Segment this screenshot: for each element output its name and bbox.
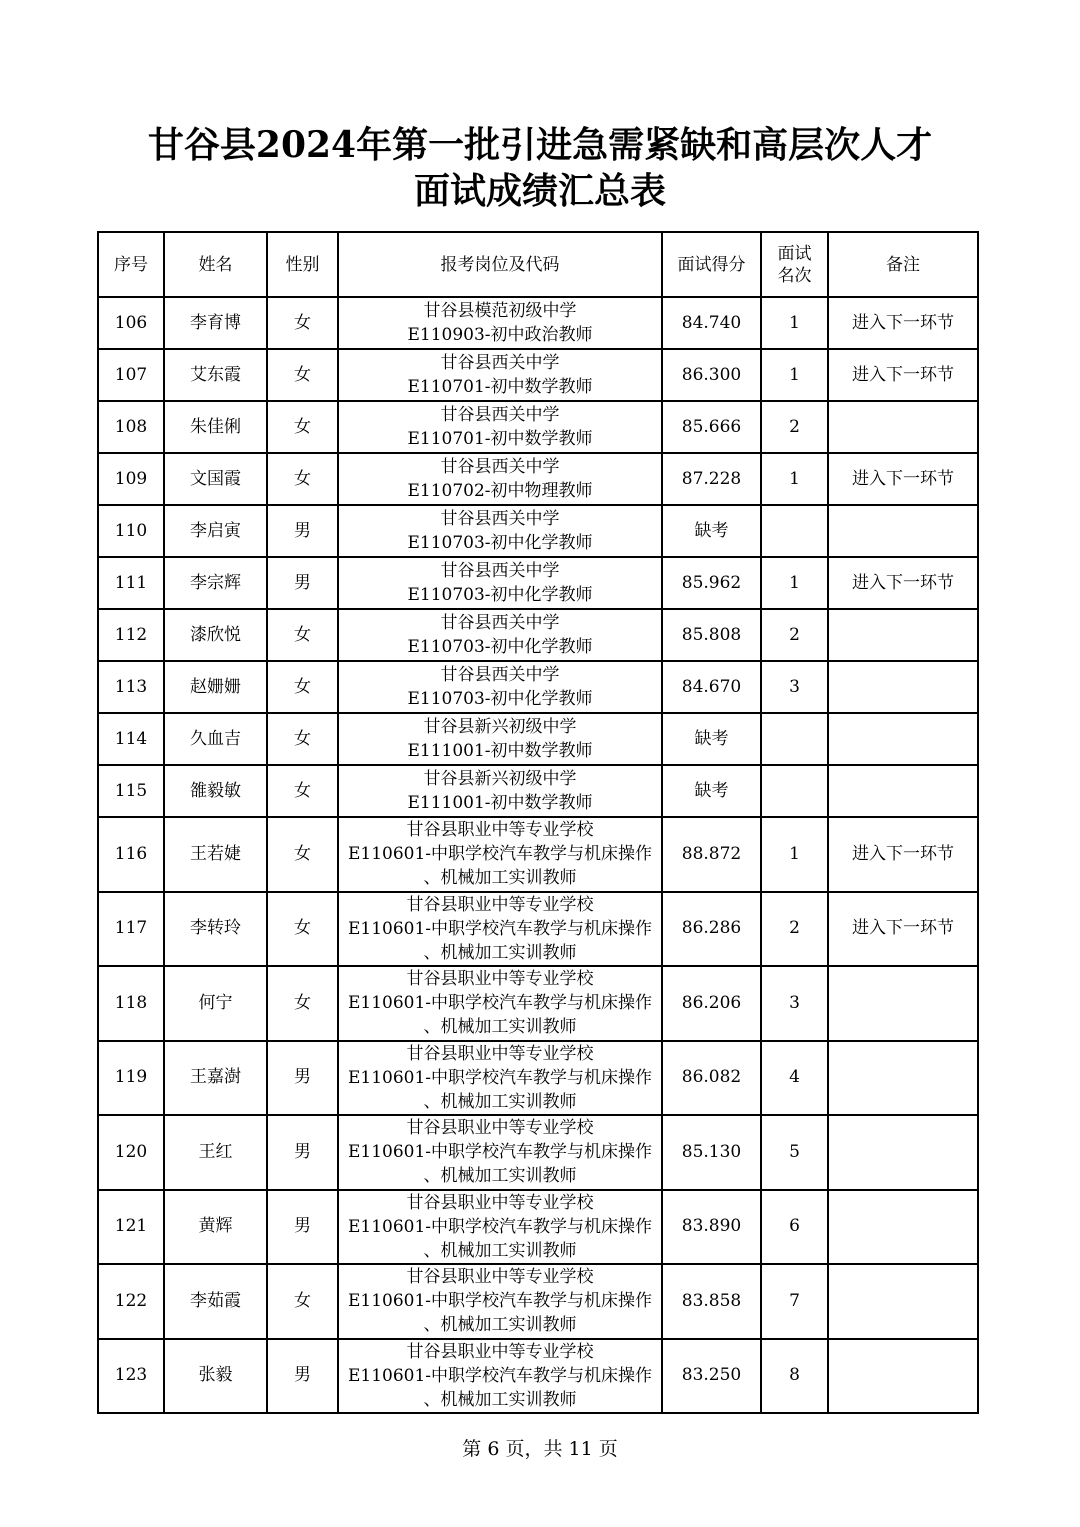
position-line-1: 甘谷县西关中学 bbox=[440, 561, 560, 581]
cell-position bbox=[338, 817, 662, 892]
cell-gender: 女 bbox=[267, 892, 338, 967]
table-row bbox=[98, 349, 978, 401]
cell-name: 李宗辉 bbox=[164, 557, 267, 609]
table-row bbox=[98, 1264, 978, 1339]
header-gender: 性别 bbox=[267, 232, 338, 297]
cell-rank: 7 bbox=[761, 1264, 828, 1339]
cell-score: 86.082 bbox=[662, 1041, 761, 1116]
table-row bbox=[98, 817, 978, 892]
position-line-2: E110703-初中化学教师 bbox=[407, 533, 593, 553]
cell-score: 86.206 bbox=[662, 966, 761, 1041]
cell-remark: 进入下一环节 bbox=[828, 892, 978, 967]
cell-name: 李茹霞 bbox=[164, 1264, 267, 1339]
position-line-3: 、机械加工实训教师 bbox=[423, 1091, 577, 1112]
cell-rank: 1 bbox=[761, 453, 828, 505]
cell-name: 王嘉澍 bbox=[164, 1041, 267, 1116]
position-line-1: 甘谷县职业中等专业学校 bbox=[406, 1118, 594, 1139]
cell-score: 87.228 bbox=[662, 453, 761, 505]
score-table bbox=[97, 231, 979, 1414]
position-line-1: 甘谷县职业中等专业学校 bbox=[406, 1267, 594, 1288]
cell-rank: 5 bbox=[761, 1115, 828, 1190]
cell-position bbox=[338, 713, 662, 765]
header-score: 面试得分 bbox=[662, 232, 761, 297]
cell-position bbox=[338, 349, 662, 401]
cell-gender: 女 bbox=[267, 453, 338, 505]
cell-remark bbox=[828, 1264, 978, 1339]
cell-position bbox=[338, 401, 662, 453]
position-line-1: 甘谷县职业中等专业学校 bbox=[406, 820, 594, 841]
cell-seq: 112 bbox=[98, 609, 164, 661]
position-line-2: E110703-初中化学教师 bbox=[407, 585, 593, 605]
cell-score: 84.670 bbox=[662, 661, 761, 713]
cell-remark bbox=[828, 505, 978, 557]
cell-seq: 115 bbox=[98, 765, 164, 817]
cell-gender: 女 bbox=[267, 966, 338, 1041]
cell-seq: 123 bbox=[98, 1339, 164, 1414]
table-row bbox=[98, 892, 978, 967]
table-body bbox=[98, 297, 978, 1413]
cell-name: 黄辉 bbox=[164, 1190, 267, 1265]
position-line-1: 甘谷县新兴初级中学 bbox=[423, 717, 577, 737]
table-row bbox=[98, 297, 978, 349]
cell-rank: 2 bbox=[761, 609, 828, 661]
page-footer: 第 6 页，共 11 页 bbox=[462, 1438, 618, 1460]
cell-position bbox=[338, 557, 662, 609]
table-row bbox=[98, 1041, 978, 1116]
position-line-3: 、机械加工实训教师 bbox=[423, 1166, 577, 1187]
cell-gender: 男 bbox=[267, 1115, 338, 1190]
cell-name: 李育博 bbox=[164, 297, 267, 349]
cell-remark bbox=[828, 1190, 978, 1265]
cell-gender: 女 bbox=[267, 401, 338, 453]
cell-name: 王红 bbox=[164, 1115, 267, 1190]
cell-name: 王若婕 bbox=[164, 817, 267, 892]
cell-rank: 6 bbox=[761, 1190, 828, 1265]
position-line-2: E110601-中职学校汽车教学与机床操作 bbox=[347, 1365, 653, 1386]
cell-position bbox=[338, 1041, 662, 1116]
table-row bbox=[98, 1190, 978, 1265]
header-name: 姓名 bbox=[164, 232, 267, 297]
cell-rank: 8 bbox=[761, 1339, 828, 1414]
cell-remark: 进入下一环节 bbox=[828, 817, 978, 892]
cell-score: 86.300 bbox=[662, 349, 761, 401]
cell-score: 缺考 bbox=[662, 505, 761, 557]
cell-seq: 116 bbox=[98, 817, 164, 892]
cell-gender: 女 bbox=[267, 661, 338, 713]
table-row bbox=[98, 557, 978, 609]
position-line-1: 甘谷县职业中等专业学校 bbox=[406, 1192, 594, 1213]
cell-position bbox=[338, 505, 662, 557]
header-remark: 备注 bbox=[828, 232, 978, 297]
cell-score: 84.740 bbox=[662, 297, 761, 349]
cell-name: 李转玲 bbox=[164, 892, 267, 967]
cell-score: 85.666 bbox=[662, 401, 761, 453]
position-line-1: 甘谷县模范初级中学 bbox=[423, 301, 577, 321]
cell-score: 83.858 bbox=[662, 1264, 761, 1339]
cell-rank: 1 bbox=[761, 557, 828, 609]
header-rank-line-1: 面试 bbox=[777, 243, 812, 264]
cell-seq: 106 bbox=[98, 297, 164, 349]
table-row bbox=[98, 1115, 978, 1190]
table-header-row bbox=[98, 232, 978, 297]
cell-gender: 女 bbox=[267, 349, 338, 401]
position-line-2: E111001-初中数学教师 bbox=[407, 793, 593, 813]
cell-remark bbox=[828, 966, 978, 1041]
position-line-1: 甘谷县西关中学 bbox=[440, 457, 560, 477]
cell-remark: 进入下一环节 bbox=[828, 297, 978, 349]
table-row bbox=[98, 1339, 978, 1414]
cell-name: 何宁 bbox=[164, 966, 267, 1041]
cell-position bbox=[338, 1264, 662, 1339]
cell-score: 86.286 bbox=[662, 892, 761, 967]
position-line-3: 、机械加工实训教师 bbox=[423, 1315, 577, 1336]
cell-score: 85.808 bbox=[662, 609, 761, 661]
table-row bbox=[98, 713, 978, 765]
cell-name: 李启寅 bbox=[164, 505, 267, 557]
cell-rank bbox=[761, 765, 828, 817]
cell-gender: 男 bbox=[267, 1041, 338, 1116]
position-line-2: E110702-初中物理教师 bbox=[407, 481, 593, 501]
cell-name: 赵姗姗 bbox=[164, 661, 267, 713]
cell-score: 85.130 bbox=[662, 1115, 761, 1190]
cell-position bbox=[338, 966, 662, 1041]
position-line-2: E110601-中职学校汽车教学与机床操作 bbox=[347, 918, 653, 939]
position-line-1: 甘谷县西关中学 bbox=[440, 405, 560, 425]
cell-score: 缺考 bbox=[662, 765, 761, 817]
position-line-2: E110601-中职学校汽车教学与机床操作 bbox=[347, 1216, 653, 1237]
cell-seq: 110 bbox=[98, 505, 164, 557]
cell-seq: 120 bbox=[98, 1115, 164, 1190]
cell-score: 88.872 bbox=[662, 817, 761, 892]
position-line-1: 甘谷县西关中学 bbox=[440, 665, 560, 685]
header-rank-line-2: 名次 bbox=[777, 265, 812, 286]
cell-rank: 3 bbox=[761, 661, 828, 713]
cell-name: 漆欣悦 bbox=[164, 609, 267, 661]
cell-remark bbox=[828, 1115, 978, 1190]
cell-name: 雒毅敏 bbox=[164, 765, 267, 817]
cell-rank: 4 bbox=[761, 1041, 828, 1116]
position-line-2: E110601-中职学校汽车教学与机床操作 bbox=[347, 993, 653, 1014]
table-row bbox=[98, 661, 978, 713]
cell-name: 久血吉 bbox=[164, 713, 267, 765]
cell-position bbox=[338, 661, 662, 713]
position-line-1: 甘谷县西关中学 bbox=[440, 509, 560, 529]
cell-remark bbox=[828, 661, 978, 713]
page-title-line-2: 面试成绩汇总表 bbox=[413, 170, 666, 212]
cell-seq: 122 bbox=[98, 1264, 164, 1339]
header-seq: 序号 bbox=[98, 232, 164, 297]
cell-rank: 1 bbox=[761, 297, 828, 349]
cell-rank: 3 bbox=[761, 966, 828, 1041]
cell-gender: 男 bbox=[267, 1190, 338, 1265]
position-line-1: 甘谷县新兴初级中学 bbox=[423, 769, 577, 789]
cell-seq: 111 bbox=[98, 557, 164, 609]
cell-gender: 女 bbox=[267, 817, 338, 892]
position-line-1: 甘谷县西关中学 bbox=[440, 613, 560, 633]
cell-position bbox=[338, 765, 662, 817]
cell-position bbox=[338, 453, 662, 505]
table-row bbox=[98, 453, 978, 505]
cell-rank: 2 bbox=[761, 892, 828, 967]
cell-remark: 进入下一环节 bbox=[828, 557, 978, 609]
cell-score: 83.250 bbox=[662, 1339, 761, 1414]
cell-seq: 121 bbox=[98, 1190, 164, 1265]
cell-remark bbox=[828, 1339, 978, 1414]
position-line-2: E110601-中职学校汽车教学与机床操作 bbox=[347, 844, 653, 865]
cell-position bbox=[338, 297, 662, 349]
cell-remark: 进入下一环节 bbox=[828, 453, 978, 505]
cell-name: 朱佳俐 bbox=[164, 401, 267, 453]
cell-seq: 108 bbox=[98, 401, 164, 453]
position-line-3: 、机械加工实训教师 bbox=[423, 942, 577, 963]
position-line-2: E110701-初中数学教师 bbox=[407, 377, 593, 397]
position-line-2: E110903-初中政治教师 bbox=[407, 325, 593, 345]
position-line-3: 、机械加工实训教师 bbox=[423, 1389, 577, 1410]
cell-seq: 107 bbox=[98, 349, 164, 401]
position-line-3: 、机械加工实训教师 bbox=[423, 1017, 577, 1038]
cell-gender: 女 bbox=[267, 765, 338, 817]
cell-rank: 2 bbox=[761, 401, 828, 453]
cell-remark bbox=[828, 609, 978, 661]
cell-seq: 113 bbox=[98, 661, 164, 713]
cell-remark: 进入下一环节 bbox=[828, 349, 978, 401]
position-line-3: 、机械加工实训教师 bbox=[423, 868, 577, 889]
position-line-2: E110701-初中数学教师 bbox=[407, 429, 593, 449]
position-line-2: E110703-初中化学教师 bbox=[407, 637, 593, 657]
table-row bbox=[98, 609, 978, 661]
cell-seq: 117 bbox=[98, 892, 164, 967]
position-line-1: 甘谷县职业中等专业学校 bbox=[406, 894, 594, 915]
cell-gender: 女 bbox=[267, 1264, 338, 1339]
cell-rank bbox=[761, 713, 828, 765]
cell-rank bbox=[761, 505, 828, 557]
cell-seq: 119 bbox=[98, 1041, 164, 1116]
cell-seq: 118 bbox=[98, 966, 164, 1041]
cell-gender: 女 bbox=[267, 713, 338, 765]
cell-name: 艾东霞 bbox=[164, 349, 267, 401]
cell-score: 83.890 bbox=[662, 1190, 761, 1265]
cell-position bbox=[338, 1115, 662, 1190]
cell-name: 文国霞 bbox=[164, 453, 267, 505]
table-row bbox=[98, 505, 978, 557]
header-rank bbox=[761, 232, 828, 297]
cell-seq: 109 bbox=[98, 453, 164, 505]
position-line-1: 甘谷县西关中学 bbox=[440, 353, 560, 373]
cell-seq: 114 bbox=[98, 713, 164, 765]
cell-position bbox=[338, 1190, 662, 1265]
cell-remark bbox=[828, 765, 978, 817]
position-line-1: 甘谷县职业中等专业学校 bbox=[406, 969, 594, 990]
position-line-1: 甘谷县职业中等专业学校 bbox=[406, 1043, 594, 1064]
cell-rank: 1 bbox=[761, 817, 828, 892]
cell-gender: 男 bbox=[267, 1339, 338, 1414]
cell-remark bbox=[828, 401, 978, 453]
cell-remark bbox=[828, 1041, 978, 1116]
cell-name: 张毅 bbox=[164, 1339, 267, 1414]
cell-gender: 女 bbox=[267, 297, 338, 349]
table-row bbox=[98, 765, 978, 817]
cell-rank: 1 bbox=[761, 349, 828, 401]
position-line-3: 、机械加工实训教师 bbox=[423, 1240, 577, 1261]
page-title-line-1: 甘谷县2024年第一批引进急需紧缺和高层次人才 bbox=[147, 124, 933, 166]
position-line-1: 甘谷县职业中等专业学校 bbox=[406, 1341, 594, 1362]
position-line-2: E110601-中职学校汽车教学与机床操作 bbox=[347, 1142, 653, 1163]
cell-position bbox=[338, 1339, 662, 1414]
cell-gender: 女 bbox=[267, 609, 338, 661]
cell-position bbox=[338, 609, 662, 661]
table-row bbox=[98, 401, 978, 453]
cell-gender: 男 bbox=[267, 505, 338, 557]
position-line-2: E110601-中职学校汽车教学与机床操作 bbox=[347, 1067, 653, 1088]
cell-remark bbox=[828, 713, 978, 765]
cell-position bbox=[338, 892, 662, 967]
table-row bbox=[98, 966, 978, 1041]
cell-score: 缺考 bbox=[662, 713, 761, 765]
header-position: 报考岗位及代码 bbox=[338, 232, 662, 297]
cell-gender: 男 bbox=[267, 557, 338, 609]
position-line-2: E111001-初中数学教师 bbox=[407, 741, 593, 761]
cell-score: 85.962 bbox=[662, 557, 761, 609]
position-line-2: E110703-初中化学教师 bbox=[407, 689, 593, 709]
position-line-2: E110601-中职学校汽车教学与机床操作 bbox=[347, 1291, 653, 1312]
